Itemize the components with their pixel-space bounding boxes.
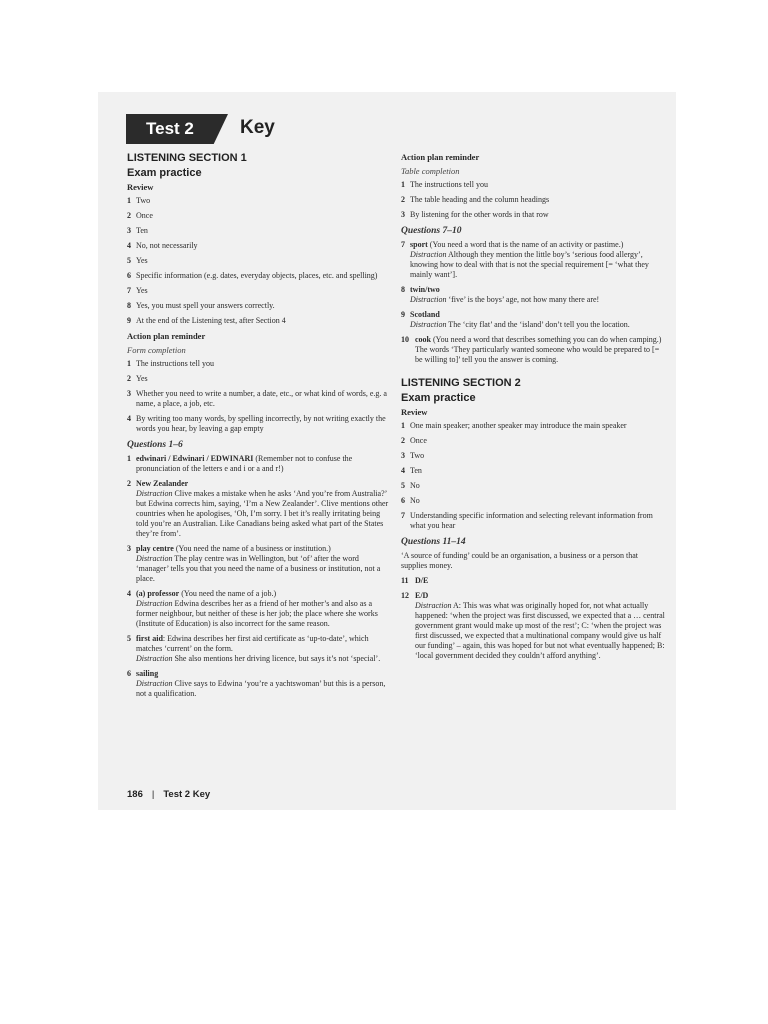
funding-note: ‘A source of funding’ could be an organisation, a business or a person that supplies money. — [401, 551, 638, 570]
item-text: Ten — [136, 226, 148, 235]
exam-practice-heading: Exam practice — [401, 392, 476, 404]
answer-value: twin/two — [410, 285, 440, 294]
answer-number: 4 — [127, 589, 131, 598]
item-number: 3 — [401, 451, 405, 460]
footer-title: Test 2 Key — [163, 789, 211, 800]
answer-note: (You need the name of a business or institution.) — [173, 544, 331, 553]
distraction-text: ‘five’ is the boys’ age, not how many there are! — [446, 295, 600, 304]
distraction-text: Clive says to Edwina ‘you’re a yachtswoman’ but this is a person, not a qualification. — [136, 679, 386, 698]
distraction-label: Distraction — [410, 320, 447, 329]
action-plan-label: Action plan reminder — [401, 152, 480, 162]
questions-7-10-heading: Questions 7–10 — [401, 226, 462, 236]
distraction-label: Distraction — [136, 679, 173, 688]
answer-value: play centre — [136, 544, 174, 553]
list-item — [127, 359, 392, 369]
answer-number: 8 — [401, 285, 405, 294]
review-label: Review — [401, 407, 428, 417]
answer-value: D/E — [415, 576, 429, 585]
list-item — [127, 271, 392, 281]
item-number: 4 — [127, 241, 131, 250]
list-item — [127, 374, 392, 384]
list-item — [401, 180, 666, 190]
list-item — [127, 301, 392, 311]
item-number: 4 — [401, 466, 405, 475]
list-item — [401, 481, 666, 491]
distraction-label: Distraction — [410, 250, 447, 259]
distraction-text: A: This was what was originally hoped for, not what actually happened: ‘when the project was first discussed, we expected that a … central government grant would make up most of the rest’; C: ‘when the project was first discussed, we expected that a multinational company would give us half our funding’ – again, this was hoped for but not what eventually happened; B: ‘local government decided they couldn’t afford anything’. — [415, 601, 665, 660]
answer-note: (You need the name of a job.) — [179, 589, 277, 598]
list-item — [401, 511, 666, 531]
distraction-label: Distraction — [136, 554, 173, 563]
distraction-text: Clive makes a mistake when he asks ‘And you’re from Australia?’ but Edwina corrects him, saying, ‘I’m a New Zealander’. Clive mentions other countries when he apologises, ‘Oh, I’m sorry. I bet it’s really irritating being told you’re an Australian. Like Canadians being asked what part of the States they’re from’. — [136, 489, 389, 538]
answer-2 — [127, 479, 392, 539]
item-text: Ten — [410, 466, 422, 475]
distraction-label: Distraction — [136, 489, 173, 498]
item-text: Yes — [136, 374, 148, 383]
item-text: Two — [136, 196, 151, 205]
answer-5 — [127, 634, 392, 664]
list-item — [401, 421, 666, 431]
item-number: 1 — [401, 180, 405, 189]
questions-11-14-heading: Questions 11–14 — [401, 537, 466, 547]
exam-practice-heading: Exam practice — [127, 167, 202, 179]
footer-separator: | — [151, 789, 155, 800]
answer-value: sport — [410, 240, 428, 249]
answer-value: New Zealander — [136, 479, 189, 488]
item-number: 1 — [127, 196, 131, 205]
item-text: Yes — [136, 256, 148, 265]
item-text: By writing too many words, by spelling incorrectly, by not writing exactly the words you hear, by leaving a gap empty — [136, 414, 386, 433]
item-number: 2 — [401, 436, 405, 445]
list-item — [401, 451, 666, 461]
item-number: 2 — [127, 374, 131, 383]
answer-value: sailing — [136, 669, 159, 678]
list-item — [127, 389, 392, 409]
key-heading: Key — [240, 117, 275, 138]
list-item — [127, 256, 392, 266]
item-text: Once — [136, 211, 153, 220]
answer-note: : Edwina describes her first aid certificate as ‘up-to-date’, which matches ‘current’ on the form. — [136, 634, 369, 653]
item-text: One main speaker; another speaker may introduce the main speaker — [410, 421, 627, 430]
answer-number: 11 — [401, 576, 409, 585]
distraction-text: The ‘city flat’ and the ‘island’ don’t tell you the location. — [446, 320, 630, 329]
item-text: The instructions tell you — [410, 180, 488, 189]
distraction-text: She also mentions her driving licence, but says it’s not ‘special’. — [172, 654, 381, 663]
table-completion-label: Table completion — [401, 166, 460, 176]
section-2-title: LISTENING SECTION 2 — [401, 377, 521, 389]
distraction-text: Although they mention the little boy’s ‘serious food allergy’, knowing how to deal with that is not the special requirement [= ‘what they mainly want’]. — [410, 250, 649, 279]
action-list — [127, 359, 392, 434]
item-number: 9 — [127, 316, 131, 325]
answer-10 — [401, 335, 666, 365]
answer-value: E/D — [415, 591, 429, 600]
list-item — [127, 414, 392, 434]
action-plan-label: Action plan reminder — [127, 331, 206, 341]
item-text: By listening for the other words in that row — [410, 210, 549, 219]
item-number: 1 — [401, 421, 405, 430]
item-text: Two — [410, 451, 425, 460]
answer-value: Scotland — [410, 310, 440, 319]
list-item — [127, 286, 392, 296]
review-list — [127, 196, 392, 326]
answer-number: 9 — [401, 310, 405, 319]
list-item — [127, 211, 392, 221]
questions-1-6-heading: Questions 1–6 — [127, 440, 183, 450]
item-text: The instructions tell you — [136, 359, 214, 368]
item-number: 5 — [401, 481, 405, 490]
distraction-label: Distraction — [410, 295, 447, 304]
action-list — [401, 180, 666, 220]
item-text: No, not necessarily — [136, 241, 198, 250]
answer-number: 7 — [401, 240, 405, 249]
item-text: Once — [410, 436, 427, 445]
item-text: Whether you need to write a number, a date, etc., or what kind of words, e.g. a name, a place, a job, etc. — [136, 389, 387, 408]
list-item — [401, 466, 666, 476]
answer-value: first aid — [136, 634, 163, 643]
item-number: 6 — [401, 496, 405, 505]
list-item — [127, 241, 392, 251]
answer-note: (Remember not to confuse the pronunciation of the letters e and i or a and r!) — [136, 454, 353, 473]
list-item — [127, 316, 392, 326]
item-number: 7 — [401, 511, 405, 520]
answer-note: (You need a word that describes something you can do when camping.) The words ‘They particularly wanted someone who would be prepared to [= be willing to]’ tell you the answer is coming. — [415, 335, 662, 364]
answer-12 — [401, 591, 666, 661]
answer-6 — [127, 669, 392, 699]
answer-number: 1 — [127, 454, 131, 463]
review-list — [401, 421, 666, 531]
item-number: 1 — [127, 359, 131, 368]
answer-number: 3 — [127, 544, 131, 553]
answer-3 — [127, 544, 392, 584]
item-text: Yes — [136, 286, 148, 295]
distraction-text: The play centre was in Wellington, but ‘of’ after the word ‘manager’ tells you that you need the name of a business or institution, not a place. — [136, 554, 381, 583]
form-completion-label: Form completion — [127, 345, 186, 355]
list-item — [401, 195, 666, 205]
page-number: 186 — [127, 789, 143, 800]
answer-number: 5 — [127, 634, 131, 643]
answer-7 — [401, 240, 666, 280]
test-label: Test 2 — [146, 119, 194, 138]
left-column — [127, 152, 392, 704]
distraction-text: Edwina describes her as a friend of her mother’s and also as a former neighbour, but neither of these is her job; the place where she works (Institute of Education) is also incorrect for the same reason. — [136, 599, 378, 628]
answer-value: edwinari / Edwinari / EDWINARI — [136, 454, 254, 463]
item-number: 2 — [401, 195, 405, 204]
list-item — [127, 226, 392, 236]
list-item — [127, 196, 392, 206]
answer-note: (You need a word that is the name of an activity or pastime.) — [427, 240, 624, 249]
item-number: 8 — [127, 301, 131, 310]
item-text: The table heading and the column headings — [410, 195, 550, 204]
item-number: 6 — [127, 271, 131, 280]
item-text: No — [410, 481, 420, 490]
right-column — [401, 152, 666, 666]
item-text: Yes, you must spell your answers correctly. — [136, 301, 275, 310]
page-footer — [127, 789, 210, 801]
answer-11 — [401, 576, 666, 586]
item-text: No — [410, 496, 420, 505]
item-number: 4 — [127, 414, 131, 423]
section-1-title: LISTENING SECTION 1 — [127, 152, 247, 164]
answer-value: cook — [415, 335, 431, 344]
answer-number: 6 — [127, 669, 131, 678]
item-number: 2 — [127, 211, 131, 220]
list-item — [401, 436, 666, 446]
item-number: 7 — [127, 286, 131, 295]
distraction-label: Distraction — [136, 654, 173, 663]
distraction-label: Distraction — [415, 601, 452, 610]
item-number: 3 — [127, 389, 131, 398]
answer-number: 12 — [401, 591, 409, 600]
answer-9 — [401, 310, 666, 330]
answer-8 — [401, 285, 666, 305]
item-number: 3 — [401, 210, 405, 219]
item-number: 5 — [127, 256, 131, 265]
list-item — [401, 496, 666, 506]
item-text: At the end of the Listening test, after Section 4 — [136, 316, 286, 325]
answer-1 — [127, 454, 392, 474]
answer-number: 10 — [401, 335, 409, 344]
answer-value: (a) professor — [136, 589, 180, 598]
list-item — [401, 210, 666, 220]
distraction-label: Distraction — [136, 599, 173, 608]
item-text: Understanding specific information and selecting relevant information from what you hear — [410, 511, 653, 530]
answer-4 — [127, 589, 392, 629]
item-number: 3 — [127, 226, 131, 235]
answer-number: 2 — [127, 479, 131, 488]
review-label: Review — [127, 182, 154, 192]
item-text: Specific information (e.g. dates, everyday objects, places, etc. and spelling) — [136, 271, 378, 280]
